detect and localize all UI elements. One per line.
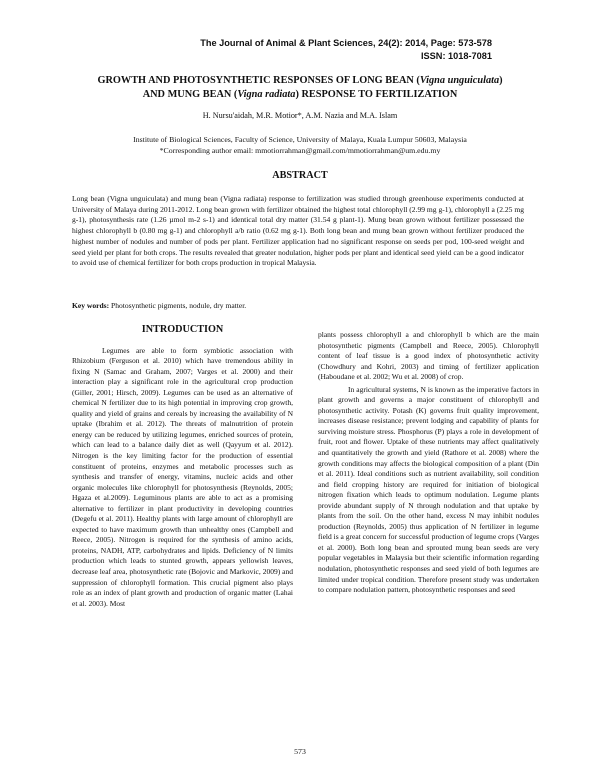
affiliation [60, 134, 540, 156]
journal-issn: ISSN: 1018-7081 [421, 51, 492, 61]
intro-paragraph-1: Legumes are able to form symbiotic association with Rhizobium (Ferguson et al. 2010) which have tremendous ability in fixing N (Samac and Graham, 2007; Varges et al. 2000) and their interaction play a significant role in the agricultural crop production (Giller, 2001; Hirsch, 2009). Legumes can be used as an alternative of chemical N fertilizer due to its high potential in improving crop growth, quality and yield of grains and cereals by increasing the availability of N uptake (Ibrahim et al. 2012). The threats of malnutrition of protein energy can be reduced by utilizing legumes, enriched sources of protein, which can lead to a balance daily diet as well (Qayyum et al. 2012). Nitrogen is the key limiting factor for the production of essential constituent of proteins, enzymes and metabolic processes such as synthesis and transfer of energy, vitamins, nucleic acids and other organic molecules like chlorophyll for photosynthesis (Reynolds, 2005; Hgaza et al.2009). Leguminous plants are able to act as a promising alternative to fertilizer in plant productivity in developing countries (Degefu et al. 2011). Healthy plants with large amount of chlorophyll are expected to have maximum growth than unhealthy ones (Campbell and Reece, 2005). Nitrogen is required for the synthesis of amino acids, proteins, NADH, ATP, carbohydrates and lipids. Deficiency of N limits production which leads to stunted growth, appears yellowish leaves, decrease leaf area, photosynthetic rate (Bojovic and Markovic, 2009) and suppression of chlorophyll formation. This crucial pigment also plays role as an index of plant growth and production of organic matter (Lahai et al. 2003). Most [72, 345, 293, 608]
keywords-label: Key words: [72, 301, 110, 310]
left-column [72, 322, 293, 609]
keywords-text: Photosynthetic pigments, nodule, dry matter. [111, 301, 247, 310]
title-line-1: GROWTH AND PHOTOSYNTHETIC RESPONSES OF LONG BEAN (Vigna unguiculata) [97, 75, 503, 86]
paper-title [60, 74, 540, 102]
affiliation-institute: Institute of Biological Sciences, Faculty of Science, University of Malaya, Kuala Lumpur 50603, Malaysia [133, 135, 467, 144]
keywords [72, 301, 524, 311]
page-number: 573 [294, 747, 306, 756]
right-column [318, 330, 539, 596]
journal-header [200, 37, 492, 63]
journal-citation: The Journal of Animal & Plant Sciences, 24(2): 2014, Page: 573-578 [200, 38, 492, 48]
abstract-heading: ABSTRACT [272, 170, 328, 181]
intro-paragraph-continued: plants possess chlorophyll a and chlorophyll b which are the main photosynthetic pigments (Campbell and Reece, 2005). Chlorophyll content of leaf tissue is a good index of photosynthetic activity (Chowdhury and Kohri, 2003) and timing of fertilizer application (Haboudane et al. 2002; Wu et al. 2008) of crop. [318, 330, 539, 382]
corresponding-author: *Corresponding author email: mmotiorrahman@gmail.com/mmotiorrahman@um.edu.my [159, 146, 441, 155]
title-line-2: AND MUNG BEAN (Vigna radiata) RESPONSE TO FERTILIZATION [142, 89, 458, 100]
author-list: H. Nursu'aidah, M.R. Motior*, A.M. Nazia and M.A. Islam [202, 111, 398, 120]
intro-paragraph-2: In agricultural systems, N is known as the imperative factors in plant growth and governs a major constituent of chlorophyll and photosynthetic activity. Potash (K) governs fruit quality improvement, increases disease resistance; prevent lodging and capability of plants for surviving moisture stress. Phosphorus (P) plays a role in development of fruit, root and flower. Uptake of these nutrients may affect qualitatively and quantitatively the growth and yield (Rathore et al. 2008) where the growth conditions may affects the biological composition of a plant (Din et al. 2011). Ideal conditions such as nutrient availability, soil condition and field cropping history are required for initiation of biological nitrogen fixation which leads to optimum nodulation. Legume plants provide abundant supply of N through nodulation and that uptake by plants from the soil. On the other hand, excess N may inhibit nodules production (Reynolds, 2005) thus application of N fertilizer in legume field is a great concern for successful production of legume crops (Varges et al. 2000). Both long bean and sprouted mung bean seeds are very popular vegetables in Malaysia but their scientific information regarding nodulation, photosynthetic responses and seed yield of both legumes are limited under tropical condition. Therefore present study was undertaken to compare nodulation pattern, photosynthetic responses and seed [318, 384, 539, 595]
introduction-heading: INTRODUCTION [141, 324, 224, 335]
abstract-text: Long bean (Vigna unguiculata) and mung bean (Vigna radiata) response to fertilization was studied through greenhouse experiments conducted at University of Malaya during 2011-2012. Long bean grown with fertilizer obtained the highest total chlorophyll (2.99 mg g-1), chlorophyll a (2.25 mg g-1), photosynthesis rate (1.26 µmol m-2 s-1) and identical total dry matter (31.54 g plant-1). Mung bean grown without fertilizer possessed the highest chlorophyll b (0.80 mg g-1) and chlorophyll a/b ratio (0.62 mg g-1). Both long bean and mung bean grown without fertilizer produced the highest number of nodules and number of pods per plant. Fertilizer application had no significant response on seeds per pod, 100-seed weight and seed yield per plant for both crops. The results revealed that greater nodulation, higher pods per plant and identical seed yield can be a good indicator to avoid use of chemical fertilizer for both crops production in tropical Malaysia. [72, 194, 524, 268]
